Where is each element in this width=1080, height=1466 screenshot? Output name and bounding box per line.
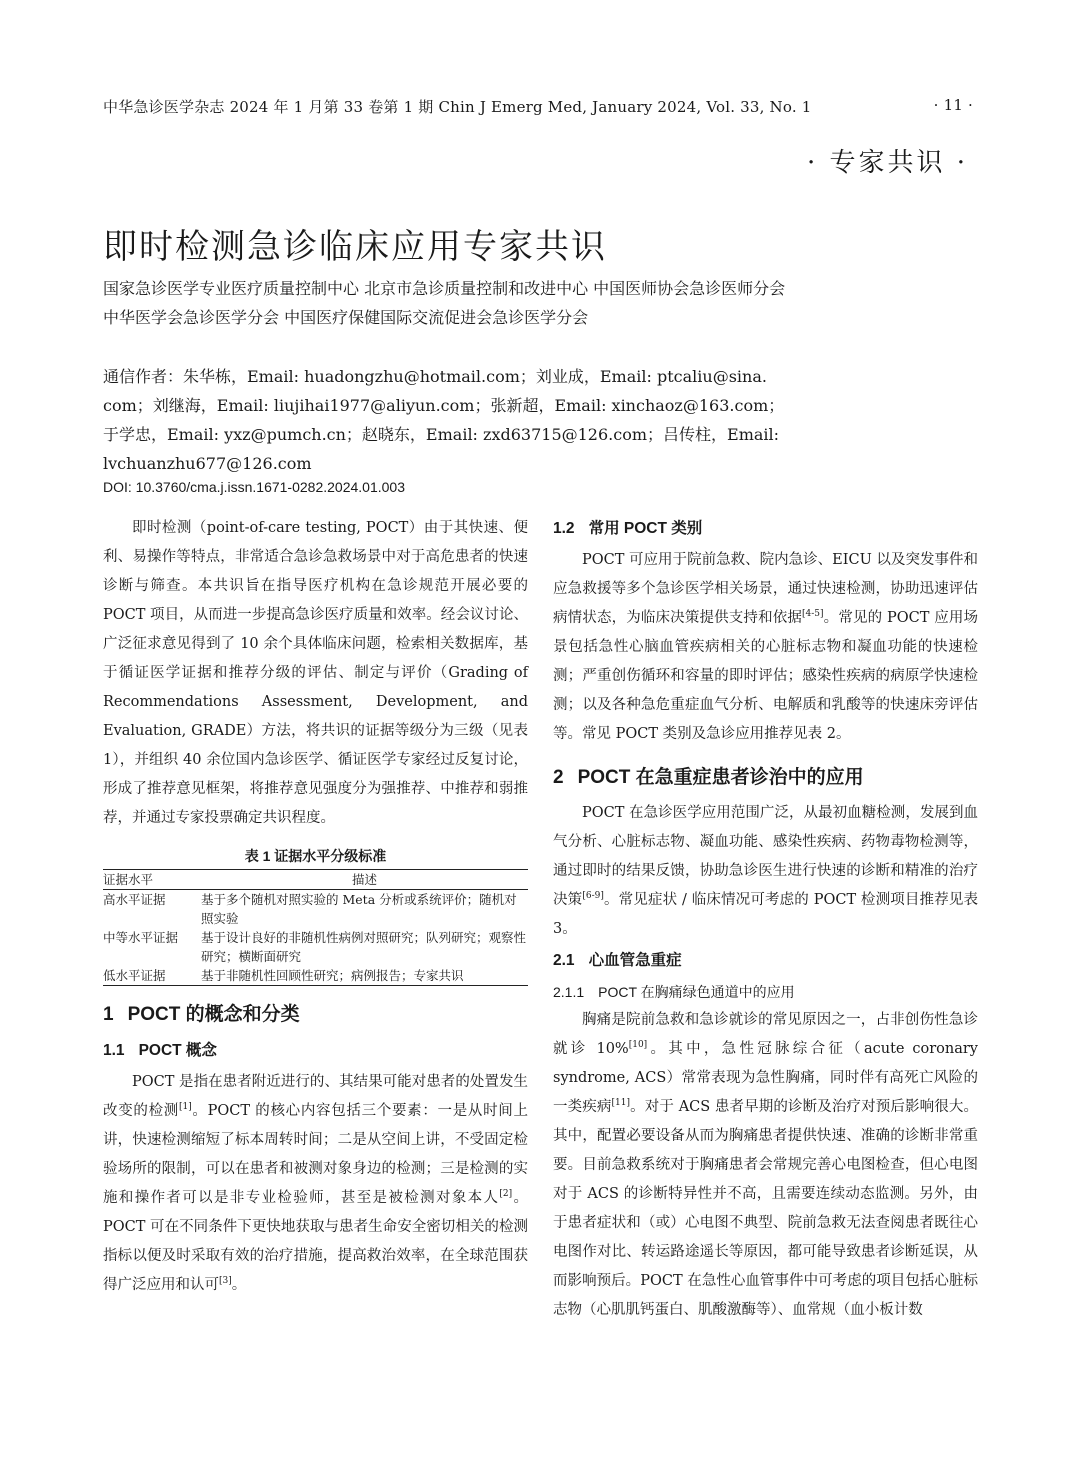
heading-number: 1 <box>103 1004 114 1025</box>
heading-text: 心血管急重症 <box>588 952 682 969</box>
author-organizations: 国家急诊医学专业医疗质量控制中心 北京市急诊质量控制和改进中心 中国医师协会急诊医师分会 中华医学会急诊医学分会 中国医疗保健国际交流促进会急诊医学分会 <box>103 279 786 327</box>
correspondence-line: lvchuanzhu677@126.com <box>103 454 312 473</box>
correspondence-line: 于学忠，Email: yxz@pumch.cn；赵晓东，Email: zxd63715@126.com；吕传柱，Email: <box>103 425 780 444</box>
correspondence-line: com；刘继海，Email: liujihai1977@aliyun.com；张新超，Email: xinchaoz@163.com； <box>103 396 785 415</box>
paragraph-2: POCT 在急诊医学应用范围广泛，从最初血糖检测，发展到血气分析、心脏标志物、凝血功能、感染性疾病、药物毒物检测等，通过即时的结果反馈，协助急诊医生进行快速的诊断和精准的治疗决策[6-9]。常见症状 / 临床情况可考虑的 POCT 检测项目推荐见表 3。 <box>553 805 979 937</box>
paragraph-1-2: POCT 可应用于院前急救、院内急诊、EICU 以及突发事件和应急救援等多个急诊医学相关场景，通过快速检测，协助迅速评估病情状态，为临床决策提供支持和依据[4-5]。常见的 POCT 应用场景包括急性心脑血管疾病相关的心脏标志物和凝血功能的快速检测；严重创伤循环和容量的即时评估；感染性疾病的病原学快速检测；以及各种急危重症血气分析、电解质和乳酸等的快速床旁评估等。常见 POCT 类别及急诊应用推荐见表 2。 <box>553 552 978 742</box>
citation: [2] <box>499 1189 513 1200</box>
citation: [6-9] <box>582 891 604 902</box>
citation: [4-5] <box>802 609 824 620</box>
correspondence-line: 通信作者：朱华栋，Email: huadongzhu@hotmail.com；刘业成，Email: ptcaliu@sina. <box>103 367 767 386</box>
section-heading-2-1-1 <box>553 978 978 1006</box>
page-number: · 11 · <box>933 96 973 114</box>
journal-info: 中华急诊医学杂志 2024 年 1 月第 33 卷第 1 期 Chin J Emerg Med, January 2024, Vol. 33, No. 1 <box>103 98 812 116</box>
table-caption: 表 1 证据水平分级标准 <box>244 848 387 864</box>
heading-number: 2 <box>553 767 564 788</box>
heading-number: 2.1.1 <box>553 984 585 1000</box>
citation: [11] <box>611 1098 630 1109</box>
evidence-table <box>103 869 528 986</box>
correspondence-block <box>103 362 803 478</box>
doi: DOI: 10.3760/cma.j.issn.1671-0282.2024.01.003 <box>103 479 405 495</box>
paragraph-1-1: POCT 是指在患者附近进行的、其结果可能对患者的处置发生改变的检测[1]。POCT 的核心内容包括三个要素：一是从时间上讲，快速检测缩短了标本周转时间；二是从空间上讲，不受固定检验场所的限制，可以在患者和被测对象身边的检测；三是检测的实施和操作者可以是非专业检验师，甚至是被检测对象本人[2]。POCT 可在不同条件下更快地获取与患者生命安全密切相关的检测指标以便及时采取有效的治疗措施，提高救治效率，在全球范围获得广泛应用和认可[3]。 <box>103 1074 529 1293</box>
heading-text: POCT 的概念和分类 <box>127 1004 300 1025</box>
heading-text: POCT 在胸痛绿色通道中的应用 <box>598 984 795 1000</box>
citation: [1] <box>178 1102 192 1113</box>
heading-number: 1.1 <box>103 1042 125 1059</box>
section-heading-1-1 <box>103 1036 528 1066</box>
heading-text: POCT 在急重症患者诊治中的应用 <box>577 767 864 788</box>
table-cell-desc: 基于多个随机对照实验的 Meta 分析或系统评价；随机对照实验 <box>201 892 517 926</box>
article-title: 即时检测急诊临床应用专家共识 <box>103 226 607 267</box>
heading-text: POCT 概念 <box>138 1042 217 1059</box>
section-heading-2-1 <box>553 946 978 976</box>
intro-paragraph: 即时检测（point-of-care testing, POCT）由于其快速、便利、易操作等特点，非常适合急诊急救场景中对于高危患者的快速诊断与筛查。本共识旨在指导医疗机构在急诊规范开展必要的 POCT 项目，从而进一步提高急诊医疗质量和效率。经会议讨论、广泛征求意见得到了 10 余个具体临床问题，检索相关数据库，基于循证医学证据和推荐分级的评估、制定与评价（Grading of Recommendations Assessment, Development, and Evaluation, GRADE）方法，将共识的证据等级分为三级（见表 1），并组织 40 余位国内急诊医学、循证医学专家经过反复讨论，形成了推荐意见框架，将推荐意见强度分为强推荐、中推荐和弱推荐，并通过专家投票确定共识程度。 <box>103 520 528 826</box>
table-row <box>103 966 528 986</box>
table-row <box>103 928 528 966</box>
section-heading-2 <box>553 763 978 793</box>
table-header-level: 证据水平 <box>103 870 201 890</box>
table-header-desc: 描述 <box>201 870 528 890</box>
citation: [3] <box>219 1276 232 1287</box>
citation: [10] <box>628 1040 648 1051</box>
paragraph-2-1-1: 胸痛是院前急救和急诊就诊的常见原因之一，占非创伤性急诊就诊 10%[10]。其中，急性冠脉综合征（acute coronary syndrome, ACS）常常表现为急性胸痛，同时伴有高死亡风险的一类疾病[11]。对于 ACS 患者早期的诊断及治疗对预后影响很大。其中，配置必要设备从而为胸痛患者提供快速、准确的诊断非常重要。目前急救系统对于胸痛患者会常规完善心电图检查，但心电图对于 ACS 的诊断特异性并不高，且需要连续动态监测。另外，由于患者症状和（或）心电图不典型、院前急救无法查阅患者既往心电图作对比、转运路途遥长等原因，都可能导致患者诊断延误，从而影响预后。POCT 在急性心血管事件中可考虑的项目包括心脏标志物（心肌肌钙蛋白、肌酸激酶等）、血常规（血小板计数 <box>553 1012 979 1318</box>
running-header <box>103 96 973 117</box>
table-cell-level: 高水平证据 <box>103 892 166 907</box>
heading-number: 2.1 <box>553 952 575 969</box>
section-heading-1 <box>103 1000 528 1030</box>
right-column <box>553 514 978 1325</box>
table-cell-desc: 基于非随机性回顾性研究；病例报告；专家共识 <box>201 968 464 983</box>
section-heading-1-2 <box>553 514 978 544</box>
section-tag: · 专家共识 · <box>806 148 968 178</box>
table-cell-level: 低水平证据 <box>103 968 166 983</box>
left-column <box>103 514 528 1300</box>
table-row <box>103 890 528 929</box>
table-cell-level: 中等水平证据 <box>103 930 179 945</box>
heading-text: 常用 POCT 类别 <box>588 520 703 537</box>
heading-number: 1.2 <box>553 520 575 537</box>
table-cell-desc: 基于设计良好的非随机性病例对照研究；队列研究；观察性研究；横断面研究 <box>201 930 527 964</box>
